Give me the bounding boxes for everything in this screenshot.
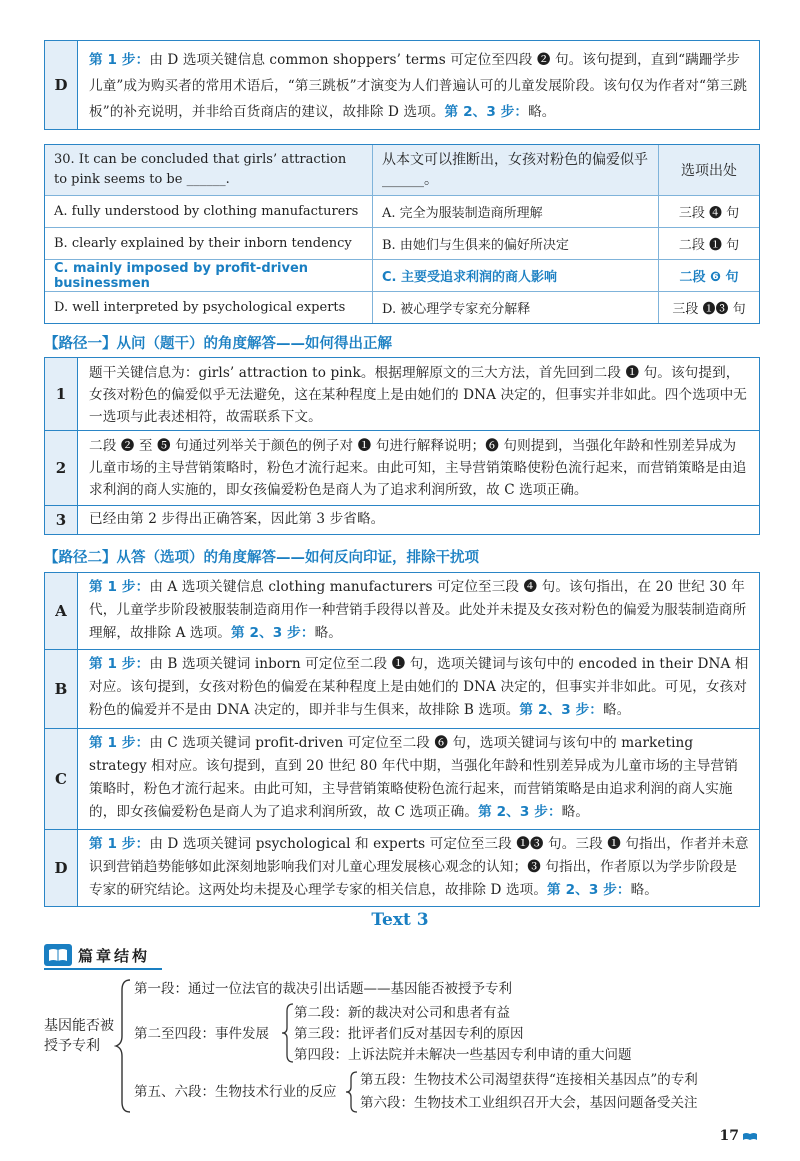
- question-stem-zh: 从本文可以推断出，女孩对粉色的偏爱似乎______。: [373, 145, 659, 195]
- para5-6-brace: [344, 1070, 360, 1114]
- page-number: [720, 1128, 758, 1144]
- tree-node-para1: 第一段：通过一位法官的裁决引出话题——基因能否被授予专利: [134, 981, 512, 997]
- option-explanation: [78, 573, 759, 649]
- option-explanation: [78, 830, 759, 906]
- option-en: A. fully understood by clothing manufacturers: [45, 196, 373, 227]
- option-explanation: [78, 650, 759, 728]
- option-row-d: [45, 291, 759, 323]
- root-brace: [114, 978, 134, 1114]
- top-option-d-box: [44, 40, 760, 130]
- path2-heading: 【路径二】从答（选项）的角度解答——如何反向印证，排除干扰项: [44, 550, 479, 566]
- option-label: D: [45, 41, 78, 129]
- tree-node-para6: 第六段：生物技术工业组织召开大会，基因问题备受关注: [360, 1095, 698, 1111]
- explanation-text: 由 A 选项关键信息 clothing manufacturers 可定位至三段 ❹ 句。该句指出，在 20 世纪 30 年代，儿童学步阶段被服装制造商用作一种营销手段得以普及。此处并未提及女孩对粉色的偏爱为服装制造商所理解，故排除 A 选项。: [89, 579, 747, 641]
- option-label: D: [45, 830, 78, 906]
- step-1-label: 第 1 步：: [89, 656, 150, 672]
- option-source: 三段 ❹ 句: [678, 206, 740, 221]
- tree-node-para2-4: 第二至四段：事件发展: [134, 1026, 269, 1042]
- step-text: 题干关键信息为：girls’ attraction to pink。根据理解原文的三大方法，首先回到二段 ❶ 句。该句提到，女孩对粉色的偏爱似乎无法避免，这在某种程度上是由她们的 DNA 决定的，但事实并非如此。四个选项中无一选项与此表述相符，故需联系下文。: [89, 365, 747, 425]
- explanation-end: 略。: [561, 804, 590, 820]
- option-zh: A. 完全为服装制造商所理解: [373, 196, 659, 227]
- tree-node-para4: 第四段：上诉法院并未解决一些基因专利申请的重大问题: [294, 1047, 632, 1063]
- option-explanation: [78, 41, 759, 129]
- page-number-text: 17: [719, 1128, 739, 1144]
- step-1-label: 第 1 步：: [89, 735, 150, 751]
- step-1-label: 第 1 步：: [89, 52, 150, 68]
- option-en: C. mainly imposed by profit-driven businessmen: [45, 260, 373, 291]
- step-23-label: 第 2、3 步：: [547, 882, 631, 898]
- question-stem-en: 30. It can be concluded that girls’ attraction to pink seems to be ______.: [45, 145, 373, 195]
- path2-box: [44, 572, 760, 907]
- option-label: A: [45, 573, 78, 649]
- step-text: 已经由第 2 步得出正确答案，因此第 3 步省略。: [89, 511, 385, 527]
- explanation-text: 由 D 选项关键信息 common shoppers’ terms 可定位至四段 ❷ 句。该句提到，直到“蹒跚学步儿童”成为购买者的常用术语后，“第三跳板”才演变为人们普遍认可的儿童发展阶段。该句仅为作者对“第三跳板”的补充说明，并非给百货商店的建议，故排除 D 选项。: [89, 52, 748, 120]
- option-zh: D. 被心理学专家充分解释: [373, 292, 659, 323]
- explanation-text: 由 C 选项关键词 profit-driven 可定位至二段 ❻ 句，选项关键词与该句中的 marketing strategy 相对应。该句提到，直到 20 世纪 80 年代中期，当强化年龄和性别差异成为儿童市场的主导营销策略时，粉色才流行起来。由此可知，主导营销策略使粉色流行起来，而营销策略是由追求利润的商人实施的，即女孩偏爱粉色是商人为了追求利润所致，故 C 选项正确。: [89, 735, 738, 820]
- source-header: 选项出处: [681, 163, 737, 179]
- tree-node-para5: 第五段：生物技术公司渴望获得“连接相关基因点”的专利: [360, 1072, 698, 1088]
- option-source: 二段 ❶ 句: [678, 238, 740, 253]
- option-label: B: [45, 650, 78, 728]
- option-zh: C. 主要受追求利润的商人影响: [373, 260, 659, 291]
- explanation-end: 略。: [630, 882, 658, 898]
- explanation-end: 略。: [528, 104, 556, 120]
- step-number: 1: [45, 358, 78, 430]
- explanation-end: 略。: [602, 702, 631, 718]
- step-23-label: 第 2、3 步：: [519, 702, 603, 718]
- structure-title: 篇章结构: [78, 946, 151, 965]
- option-row-a: [45, 195, 759, 227]
- open-book-icon: [44, 944, 72, 966]
- option-row-c-correct: [45, 259, 759, 291]
- option-label: C: [45, 729, 78, 829]
- question-table: [44, 144, 760, 324]
- option-row-b: [45, 227, 759, 259]
- path1-box: [44, 357, 760, 535]
- option-zh: B. 由她们与生俱来的偏好所决定: [373, 228, 659, 259]
- tree-node-para2: 第二段：新的裁决对公司和患者有益: [294, 1005, 510, 1021]
- step-23-label: 第 2、3 步：: [478, 804, 562, 820]
- question-header-row: [45, 145, 759, 195]
- step-1-label: 第 1 步：: [89, 579, 150, 595]
- step-text: 二段 ❷ 至 ❺ 句通过列举关于颜色的例子对 ❶ 句进行解释说明；❻ 句则提到，当强化年龄和性别差异成为儿童市场的主导营销策略时，粉色才流行起来。由此可知，主导营销策略使粉色流行起来，而营销策略是由追求利润的商人实施的，即女孩偏爱粉色是商人为了追求利润所致，故 C 选项正确。: [89, 438, 747, 498]
- step-23-label: 第 2、3 步：: [231, 625, 315, 641]
- tree-node-para5-6: 第五、六段：生物技术行业的反应: [134, 1084, 337, 1100]
- step-23-label: 第 2、3 步：: [444, 104, 529, 120]
- step-number: 3: [45, 506, 78, 534]
- option-en: B. clearly explained by their inborn tendency: [45, 228, 373, 259]
- tree-root: 基因能否被授予专利: [44, 1018, 114, 1054]
- explanation-text: 由 D 选项关键词 psychological 和 experts 可定位至三段 ❶❸ 句。三段 ❶ 句指出，作者并未意识到营销趋势能够如此深刻地影响我们对儿童心理发展核心观念的认知；❸ 句指出，作者原以为学步阶段是专家的研究结论。这两处均未提及心理学专家的相关信息，故排除 D 选项。: [89, 836, 749, 898]
- option-explanation: [78, 729, 759, 829]
- option-source: 二段 ❻ 句: [679, 270, 739, 285]
- option-source: 三段 ❶❸ 句: [672, 302, 746, 317]
- step-number: 2: [45, 431, 78, 505]
- text3-title: Text 3: [371, 910, 429, 930]
- structure-heading: [44, 944, 150, 966]
- tree-node-para3: 第三段：批评者们反对基因专利的原因: [294, 1026, 524, 1042]
- explanation-text: 由 B 选项关键词 inborn 可定位至二段 ❶ 句，选项关键词与该句中的 encoded in their DNA 相对应。该句提到，女孩对粉色的偏爱在某种程度上是由她们的 DNA 决定的，但事实并非如此。可见，女孩对粉色的偏爱并不是由 DNA 决定的，即并非与生俱来，故排除 B 选项。: [89, 656, 749, 718]
- explanation-end: 略。: [314, 625, 342, 641]
- step-1-label: 第 1 步：: [89, 836, 150, 852]
- option-en: D. well interpreted by psychological experts: [45, 292, 373, 323]
- path1-heading: 【路径一】从问（题干）的角度解答——如何得出正解: [44, 336, 392, 352]
- structure-underline: [44, 968, 162, 970]
- page-book-icon: [742, 1131, 758, 1141]
